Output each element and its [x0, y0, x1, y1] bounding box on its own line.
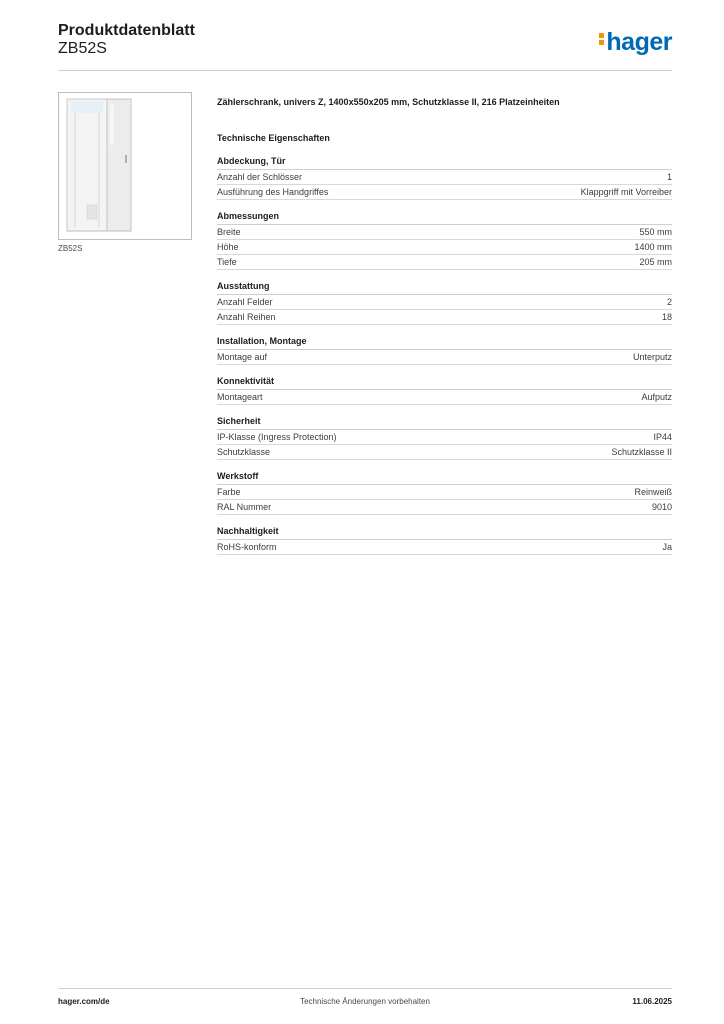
spec-label: Ausführung des Handgriffes [217, 187, 329, 197]
spec-value: IP44 [653, 432, 672, 442]
spec-value: Schutzklasse II [611, 447, 672, 457]
spec-row [217, 295, 672, 310]
spec-sections [217, 155, 672, 555]
spec-row [217, 485, 672, 500]
spec-section [217, 210, 672, 270]
section-title: Abdeckung, Tür [217, 155, 672, 170]
spec-section [217, 375, 672, 405]
section-title: Werkstoff [217, 470, 672, 485]
hager-logo [599, 28, 672, 56]
spec-value: 2 [666, 297, 672, 307]
spec-section [217, 280, 672, 325]
spec-section [217, 335, 672, 365]
spec-value: Unterputz [632, 352, 672, 362]
spec-row [217, 240, 672, 255]
spec-row [217, 540, 672, 555]
page-header [58, 22, 672, 71]
spec-value: 550 mm [639, 227, 672, 237]
section-title: Konnektivität [217, 375, 672, 390]
spec-row [217, 185, 672, 200]
spec-row [217, 430, 672, 445]
footer-website: hager.com/de [58, 997, 110, 1006]
spec-row [217, 170, 672, 185]
spec-row [217, 350, 672, 365]
logo-dots-icon [599, 31, 604, 47]
image-caption: ZB52S [58, 244, 83, 253]
spec-row [217, 500, 672, 515]
spec-label: Höhe [217, 242, 239, 252]
spec-value: Ja [662, 542, 672, 552]
footer-date: 11.06.2025 [632, 997, 672, 1006]
spec-label: Montage auf [217, 352, 268, 362]
spec-row [217, 445, 672, 460]
section-title: Abmessungen [217, 210, 672, 225]
spec-row [217, 255, 672, 270]
spec-label: IP-Klasse (Ingress Protection) [217, 432, 337, 442]
section-title: Sicherheit [217, 415, 672, 430]
spec-value: Klappgriff mit Vorreiber [580, 187, 672, 197]
spec-row [217, 225, 672, 240]
spec-content [217, 95, 672, 555]
spec-value: 205 mm [639, 257, 672, 267]
page-title: Produktdatenblatt [58, 22, 195, 39]
tech-heading: Technische Eigenschaften [217, 133, 330, 143]
section-title: Ausstattung [217, 280, 672, 295]
page-footer [58, 988, 672, 1006]
spec-label: Schutzklasse [217, 447, 271, 457]
logo-text: hager [606, 28, 672, 56]
spec-value: 18 [661, 312, 672, 322]
product-code: ZB52S [58, 40, 107, 57]
spec-value: 9010 [651, 502, 672, 512]
spec-value: 1 [666, 172, 672, 182]
spec-row [217, 310, 672, 325]
spec-label: Anzahl Felder [217, 297, 273, 307]
cabinet-illustration [59, 93, 191, 239]
spec-label: RoHS-konform [217, 542, 277, 552]
spec-section [217, 155, 672, 200]
spec-label: RAL Nummer [217, 502, 272, 512]
product-description: Zählerschrank, univers Z, 1400x550x205 mm, Schutzklasse II, 216 Platzeinheiten [217, 97, 560, 107]
spec-label: Anzahl Reihen [217, 312, 276, 322]
spec-section [217, 470, 672, 515]
spec-section [217, 525, 672, 555]
spec-label: Breite [217, 227, 241, 237]
spec-value: Aufputz [641, 392, 672, 402]
spec-label: Farbe [217, 487, 241, 497]
spec-label: Tiefe [217, 257, 237, 267]
product-image [58, 92, 192, 240]
spec-section [217, 415, 672, 460]
spec-value: 1400 mm [634, 242, 672, 252]
section-title: Installation, Montage [217, 335, 672, 350]
spec-value: Reinweiß [634, 487, 672, 497]
section-title: Nachhaltigkeit [217, 525, 672, 540]
spec-label: Anzahl der Schlösser [217, 172, 303, 182]
footer-disclaimer: Technische Änderungen vorbehalten [300, 997, 430, 1006]
spec-row [217, 390, 672, 405]
spec-label: Montageart [217, 392, 263, 402]
